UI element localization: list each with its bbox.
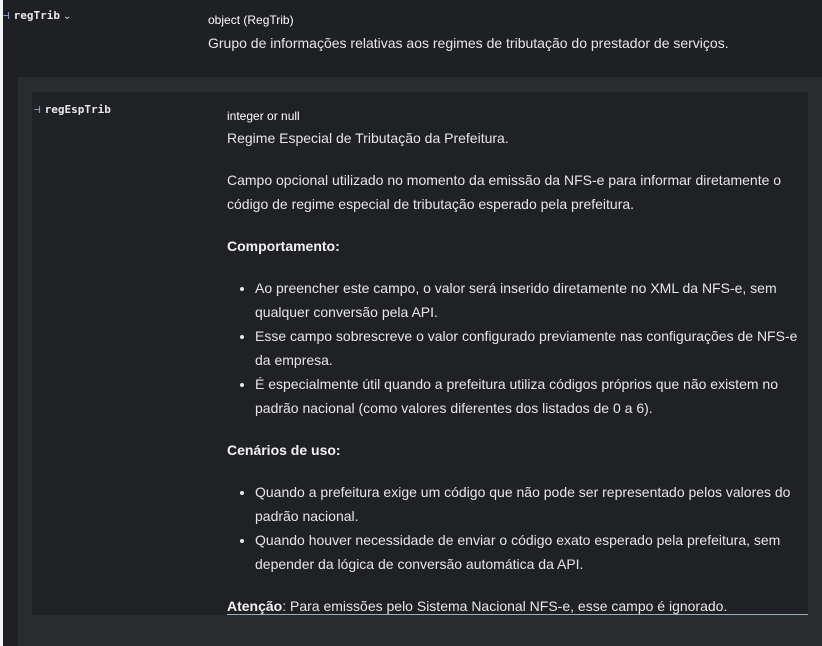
usage-heading: Cenários de uso: (227, 442, 341, 458)
attention-text: : Para emissões pelo Sistema Nacional NFS-e, esse campo é ignorado. (282, 598, 728, 614)
left-rail (0, 0, 3, 646)
chevron-down-icon[interactable]: ⌄ (62, 11, 72, 22)
parent-property-type: object (RegTrib) (208, 13, 294, 27)
divider (227, 614, 808, 615)
child-property-details (227, 108, 811, 618)
child-property-intro: Campo opcional utilizado no momento da emissão da NFS-e para informar diretamente o código de regime especial de tributação esperado pela prefeitura. (227, 172, 782, 212)
tree-branch-icon: ⊣ (34, 103, 41, 116)
parent-property-toggle[interactable] (3, 9, 71, 22)
parent-property-name: regTrib (13, 9, 60, 22)
usage-list (227, 480, 811, 576)
list-item: • Quando houver necessidade de enviar o código exato esperado pela prefeitura, sem depender da lógica de conversão automática da API. (255, 528, 811, 576)
child-property-label (34, 103, 111, 116)
behavior-heading: Comportamento: (227, 238, 340, 254)
list-item: • É especialmente útil quando a prefeitura utiliza códigos próprios que não existem no padrão nacional (como valores diferentes dos listados de 0 a 6). (255, 372, 811, 420)
child-property-type: integer or null (227, 109, 300, 123)
list-item: • Ao preencher este campo, o valor será inserido diretamente no XML da NFS-e, sem qualquer conversão pela API. (255, 276, 811, 324)
child-property-summary: Regime Especial de Tributação da Prefeitura. (227, 130, 509, 146)
behavior-list (227, 276, 811, 420)
tree-branch-icon: ⊣ (3, 9, 10, 22)
child-property-name: regEspTrib (44, 103, 111, 116)
list-item: • Quando a prefeitura exige um código que não pode ser representado pelos valores do padrão nacional. (255, 480, 811, 528)
list-item: • Esse campo sobrescreve o valor configurado previamente nas configurações de NFS-e da empresa. (255, 324, 811, 372)
parent-property-description: Grupo de informações relativas aos regimes de tributação do prestador de serviços. (208, 35, 729, 51)
attention-label: Atenção (227, 598, 283, 614)
